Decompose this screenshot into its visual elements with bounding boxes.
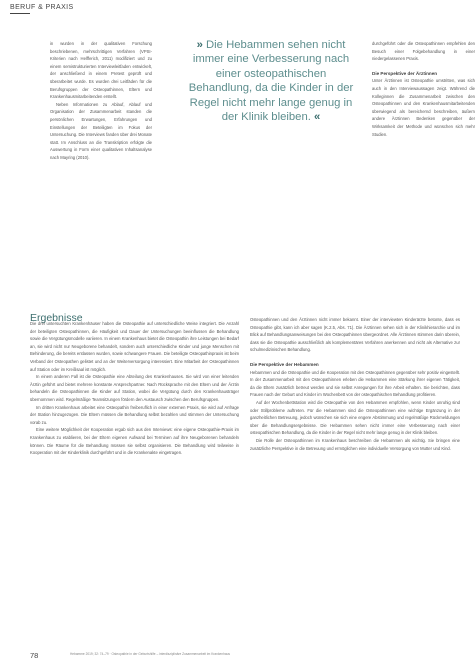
- subheading-midwives: Die Perspektive der Hebammen: [250, 361, 319, 367]
- paragraph: Unter Ärztinnen ist Osteopathie umstritten, was sich auch in den Interviewaussagen zeigt. Während die Kolleginnen die Zusammenarbeit zwischen den Osteopathinnen und den Krankenhausmitarbeitenden überwiegend als bereichernd beschreiben, äußern andere Ärztinnen Bedenken gegenüber der Wirksamkeit der Methode und wünschen sich mehr Studien.: [372, 78, 475, 137]
- paragraph: in wurden in der qualitativen Forschung beschriebenen, mehrschrittigen Verfahren (VPSI-Kriterien nach Helfferich, 2011) modifiziert und zu einem semistrukturierten Interviewleitfaden entwickelt, der anschließend in einem Pretest geprüft und überarbeitet wurde. Es wurden drei Leitfäden für die Berufsgruppen der Osteopathinnen, Eltern und Krankenhausmitarbeitenden erstellt.: [50, 41, 152, 100]
- results-heading: Ergebnisse: [30, 311, 83, 324]
- paragraph: Neben Informationen zu Ablauf, Ablauf und Organisation der Zusammenarbeit standen die persönlichen Erwartungen, Erfahrungen und Einstellungen der Beteiligten im Fokus der Untersuchung. Die Interviews fanden über drei Monate statt. Im Anschluss an die Transkription erfolgte die Auswertung in Form einer qualitativen Inhaltsanalyse nach Mayring (2010).: [50, 101, 152, 160]
- paragraph: Die Rolle der Osteopathinnen im Krankenhaus beschreiben die Hebammen als wichtig. Sie bringen eine zusätzliche Perspektive in die Betreuung und ermöglichen eine individuelle Versorgung von Mutter und Kind.: [250, 437, 460, 451]
- text-column-left-top: [50, 40, 152, 312]
- paragraph: In einem anderen Fall ist die Osteopathie eine Abteilung des Krankenhauses. Sie wird von einer leitenden Ärztin geführt und bietet mehrere konstante Ansprechpartner. Nach Rücksprache mit den Eltern und der Ärztin behandeln die Osteopathinnen die Kinder auf Station, wobei die Vergütung durch den Krankenhausträger übernommen wird. Regelmäßige Teamsitzungen fördern den Austausch zwischen den Berufsgruppen.: [30, 374, 239, 402]
- paragraph: Hebammen und die Osteopathie und die Kooperation mit den Osteopathinnen gegenüber sehr positiv eingestellt. In der Zusammenarbeit mit den Osteopathinnen erleben die Hebammen eine Stärkung ihrer eigenen Tätigkeit, da die Eltern zusätzlich betreut werden und sie selbst Anregungen für ihre Arbeit erhalten. Sie berichten, dass Frauen nach der Geburt und Kinder im Wochenbett von der osteopathischen Behandlung profitieren.: [250, 369, 460, 398]
- paragraph: Eine weitere Möglichkeit der Kooperation ergab sich aus den Interviews: eine eigene Osteopathie-Praxis im Krankenhaus zu etablieren, bei der Eltern eigenen Aufwand bei Terminen auf ihre Neugeborenen behandeln können. Die Räume für die Behandlung müssen sie selbst organisieren. Die Behandlung wird teilweise in Kooperation mit der Kinderklinik durchgeführt und in die Krankenakte eingetragen.: [30, 427, 239, 456]
- paragraph: Die drei untersuchten Krankenhäuser haben die Osteopathie auf unterschiedliche Weise integriert. Die Anzahl der beteiligten Osteopathinnen, die Häufigkeit und Dauer der Untersuchungen beeinflussen die Behandlung sowie die Vergütungsmodelle variieren. In einem Krankenhaus bietet die Osteopathin ihre Leistungen bei Bedarf an, sie wird nicht nur Neugeborene behandelt, sondern auch unterschiedliche Kinder und junge Menschen mit Behinderung, die bereits entlassen wurden, sowie schwangere Frauen. Die beteiligte Osteopathinpraxis ist beim Verband der Osteopathen gelistet und an der Weiterversorgung interessiert. Eine Mitarbeit der Osteopathinnen auf Station oder im Kreißsaal ist möglich.: [30, 321, 239, 372]
- paragraph: Auf der Wochenbettstation wird die Osteopathie von den Hebammen empfohlen, wenn Kinder unruhig sind oder Stillprobleme auftreten. Für die Hebammen sind die Osteopathinnen eine wichtige Ergänzung in der ganzheitlichen Betreuung, jedoch wünschen sie sich eine engere Abstimmung und regelmäßige Rückmeldungen über die Behandlungsergebnisse. Die Hebammen sehen nicht immer eine Verbesserung nach einer osteopathischen Behandlung, da die Kinder in der Regel nicht mehr lange genug in der Klinik bleiben.: [250, 399, 460, 436]
- text-column-right-bottom: [250, 316, 460, 638]
- paragraph: Im dritten Krankenhaus arbeitet eine Osteopathin freiberuflich in einer externen Praxis, sie wird auf Anfrage der Station hinzugezogen. Die Eltern müssen die Behandlung selbst bezahlen und stimmen der Untersuchung vorab zu.: [30, 404, 239, 425]
- text-column-left-bottom: [30, 320, 239, 638]
- section-rule: [10, 13, 30, 14]
- paragraph: durchgeführt oder die Osteopathinnen empfehlen den Besuch einer Folgebehandlung in einer niedergelassenen Praxis.: [372, 41, 475, 62]
- pull-quote-text: Die Hebammen sehen nicht immer eine Verbesserung nach einer osteopathischen Behandlung, da die Kinder in der Regel nicht mehr lange genug in der Klinik bleiben.: [188, 39, 354, 124]
- text-column-right-top: [372, 40, 475, 304]
- quote-close-mark: «: [314, 111, 321, 124]
- paragraph: Osteopathinnen und den Ärztinnen nicht immer bekannt. Einer der interviewten Kinderärzte betonte, dass es Osteopathie gibt, kann ich aber sagen (K.2.5, Abs. 71). Die Ärztinnen sehen sich in der Klinikhierarchie und im Blick auf Behandlungsanweisungen bei den Osteopathinnen übergeordnet. Alle Ärztinnen stimmen darin überein, dass sie die Osteopathie ausschließlich als komplementäres Verfahren anerkennen und nicht als Alternative zur schulmedizinischen Behandlung.: [250, 317, 460, 353]
- section-label: BERUF & PRAXIS: [10, 4, 74, 11]
- subheading-doctors: Die Perspektive der Ärztinnen: [372, 70, 438, 76]
- page-number: 78: [30, 651, 39, 660]
- pull-quote: [185, 38, 357, 124]
- footer-citation: Hebamme 2019; 32: 74–79 · Osteopathie in der Geburtshilfe – interdisziplinäre Zusammenarbeit im Krankenhaus: [70, 652, 230, 656]
- quote-open-mark: »: [196, 39, 203, 51]
